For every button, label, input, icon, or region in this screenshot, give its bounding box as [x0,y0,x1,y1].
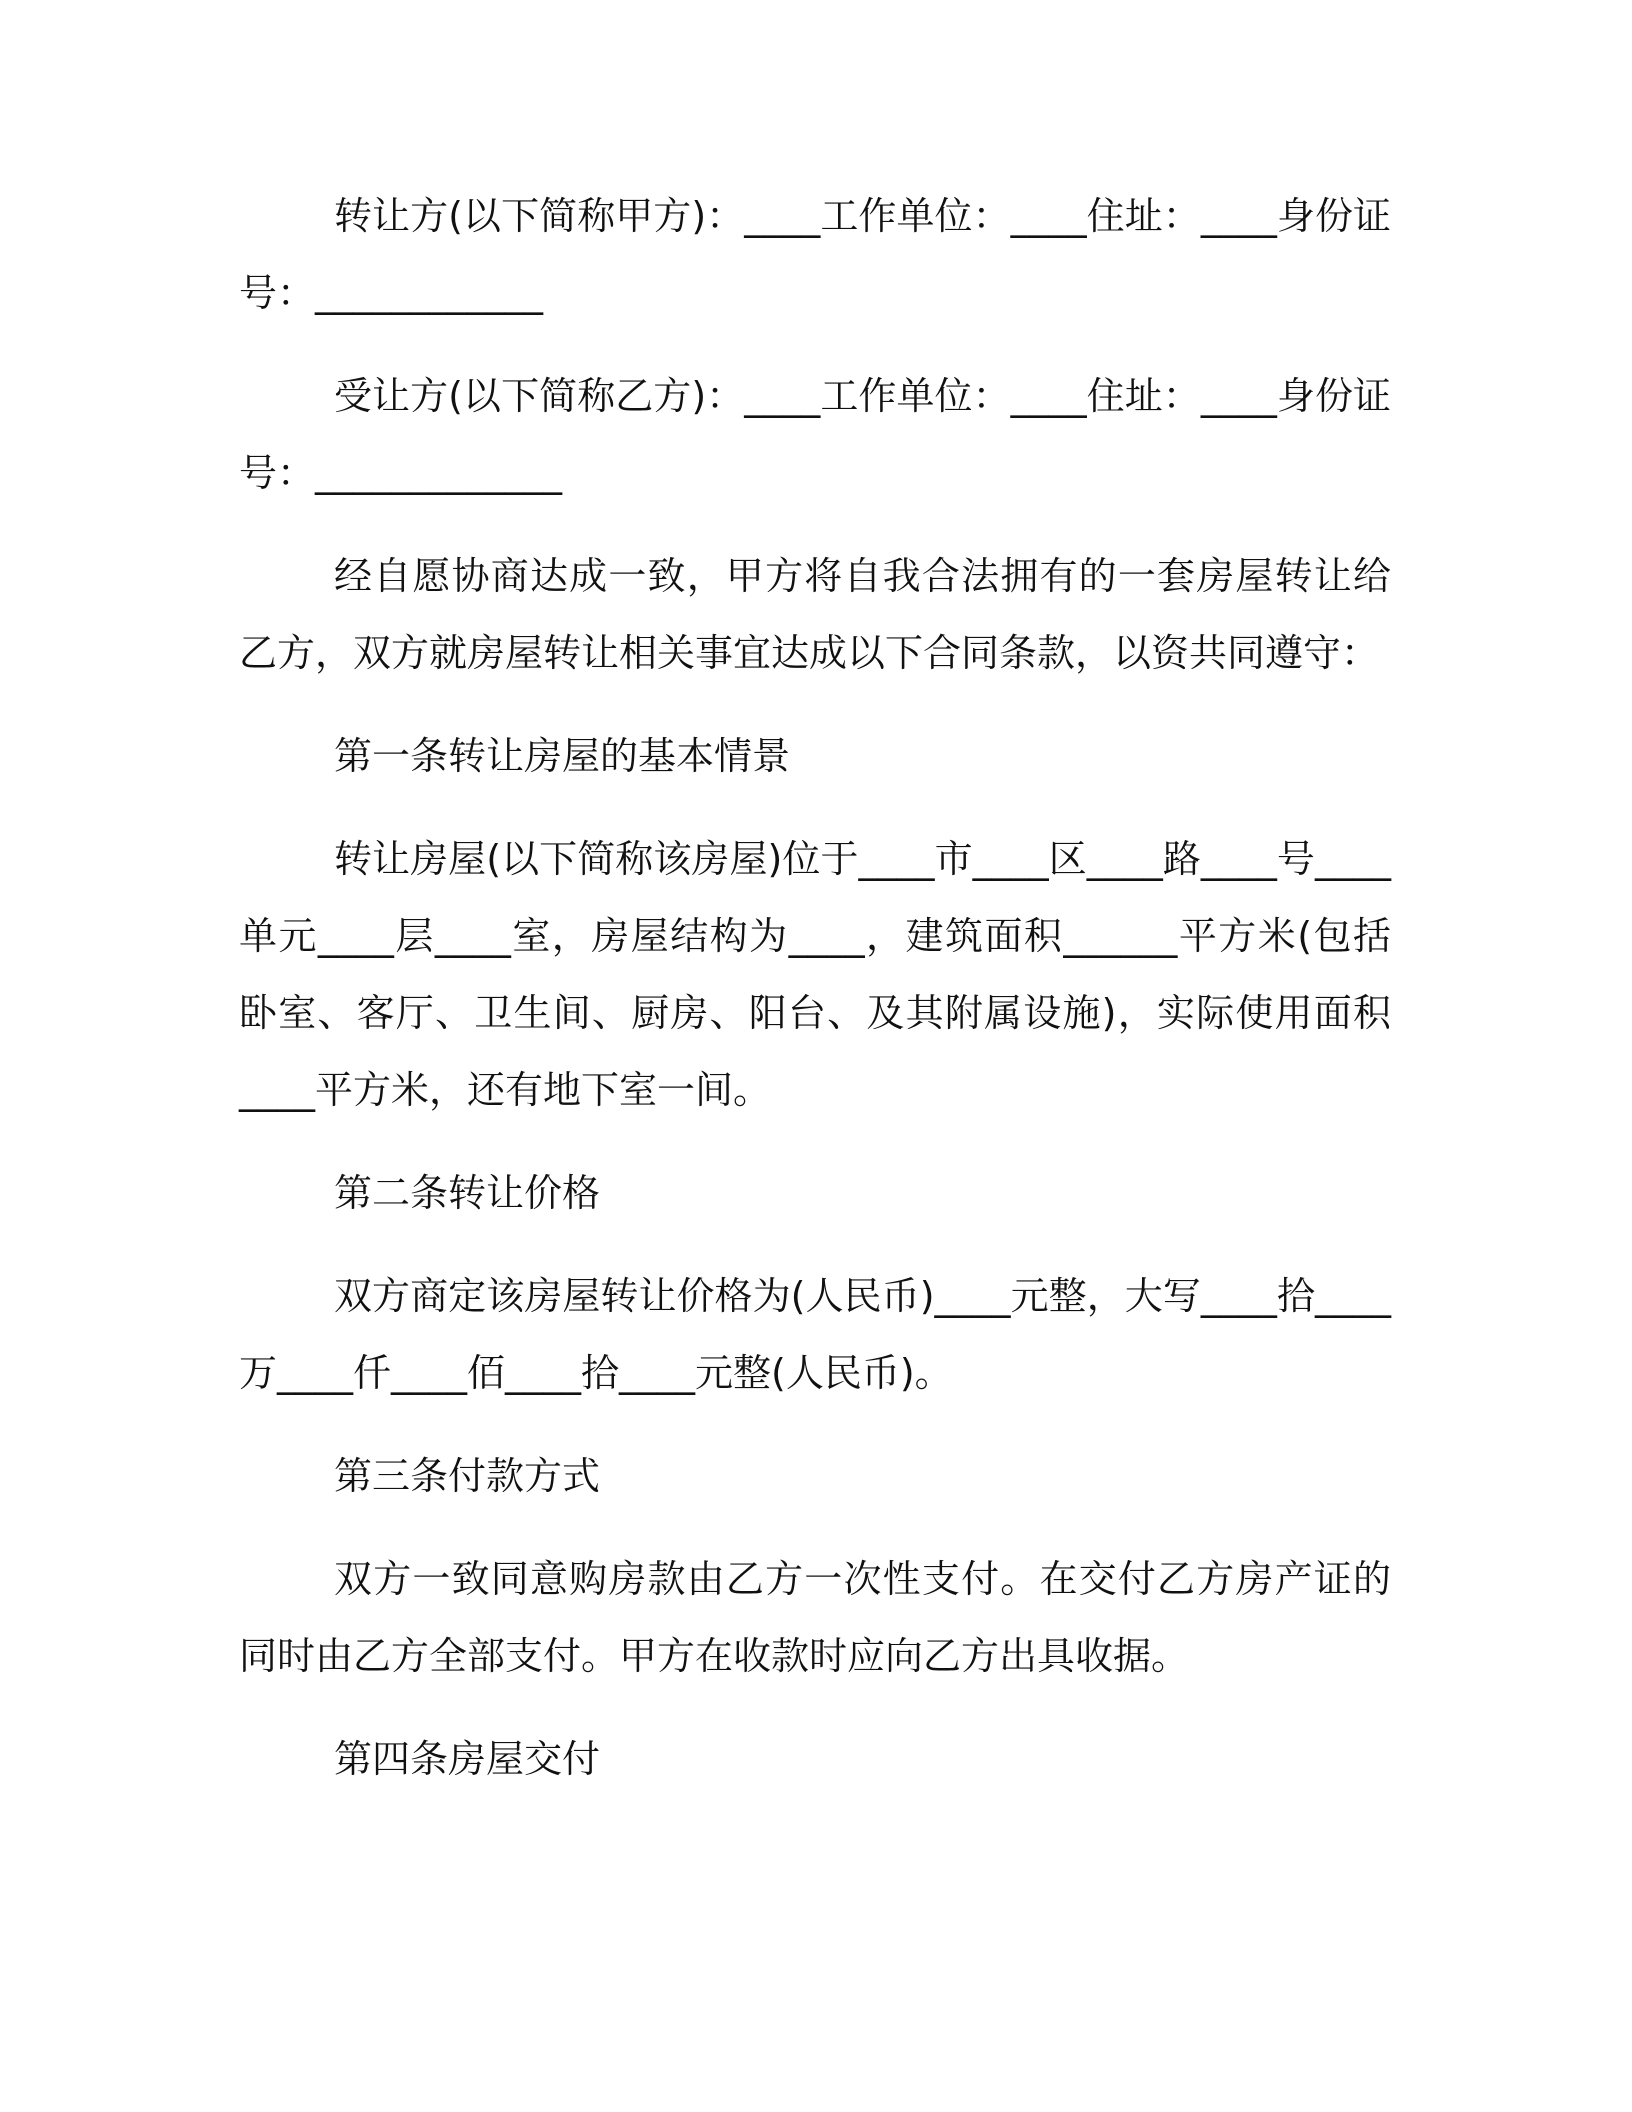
article-1-heading: 第一条转让房屋的基本情景 [334,734,791,778]
party-b-info: 受让方(以下简称乙方)：____工作单位：____住址：____身份证号：_____________ [239,374,1391,495]
article-2-body: 双方商定该房屋转让价格为(人民币)____元整，大写____拾____万____仟____佰____拾____元整(人民币)。 [239,1274,1391,1395]
party-a-info: 转让方(以下简称甲方)：____工作单位：____住址：____身份证号：____________ [239,194,1391,315]
article-2-heading: 第二条转让价格 [334,1171,601,1215]
article-4-heading: 第四条房屋交付 [334,1737,601,1781]
contract-body [239,178,1391,1824]
article-3-heading: 第三条付款方式 [334,1454,601,1498]
article-3-body: 双方一致同意购房款由乙方一次性支付。在交付乙方房产证的同时由乙方全部支付。甲方在收款时应向乙方出具收据。 [239,1557,1391,1678]
agreement-intro: 经自愿协商达成一致，甲方将自我合法拥有的一套房屋转让给乙方，双方就房屋转让相关事宜达成以下合同条款，以资共同遵守： [239,554,1391,675]
article-1-body: 转让房屋(以下简称该房屋)位于____市____区____路____号____单元____层____室，房屋结构为____，建筑面积______平方米(包括卧室、客厅、卫生间、厨房、阳台、及其附属设施)，实际使用面积____平方米，还有地下室一间。 [239,837,1391,1112]
